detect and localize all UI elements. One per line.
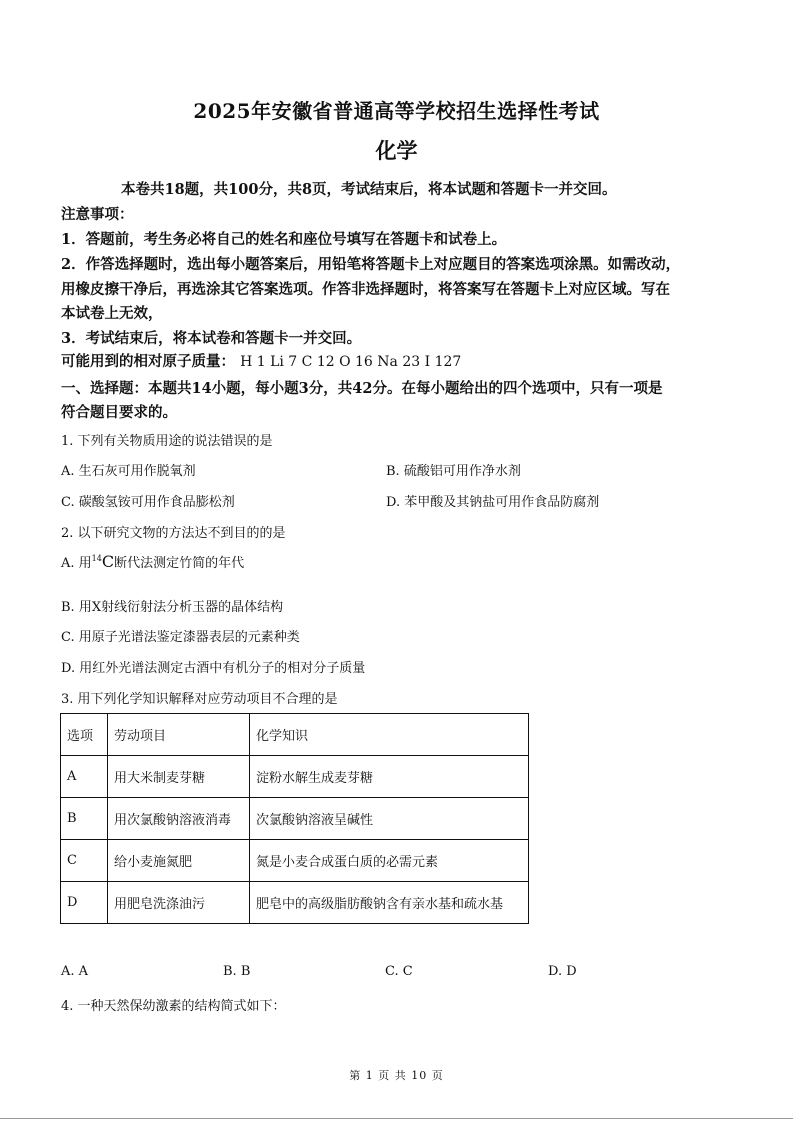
table-cell: 用大米制麦芽糖 xyxy=(108,756,250,798)
table-cell: 给小麦施氮肥 xyxy=(108,840,250,882)
note-item-2-line-1: 2．作答选择题时，选出每小题答案后，用铅笔将答题卡上对应题目的答案选项涂黑。如需改动， xyxy=(61,256,681,273)
intro-text: 本卷共18题，共100分，共8页，考试结束后，将本试题和答题卡一并交回。 xyxy=(121,181,617,198)
table-row xyxy=(61,756,529,798)
atomic-mass-label: 可能用到的相对原子质量： xyxy=(61,353,235,370)
table-cell: D xyxy=(61,882,108,924)
table-header-cell: 劳动项目 xyxy=(108,714,250,756)
table-header-cell: 化学知识 xyxy=(250,714,529,756)
question-2-stem: 2. 以下研究文物的方法达不到目的的是 xyxy=(61,526,286,541)
section-1-line-1: 一、选择题：本题共14小题，每小题3分，共42分。在每小题给出的四个选项中，只有一项是 xyxy=(61,380,663,397)
question-3-option-a: A. A xyxy=(61,964,89,979)
question-3-table xyxy=(60,713,529,924)
note-item-1: 1．答题前，考生务必将自己的姓名和座位号填写在答题卡和试卷上。 xyxy=(61,231,507,248)
table-row xyxy=(61,882,529,924)
table-cell: 用次氯酸钠溶液消毒 xyxy=(108,798,250,840)
question-1-option-a: A. 生石灰可用作脱氧剂 xyxy=(61,464,196,479)
question-1-option-b: B. 硫酸铝可用作净水剂 xyxy=(386,464,521,479)
table-cell: 淀粉水解生成麦芽糖 xyxy=(250,756,529,798)
question-3-option-b: B. B xyxy=(223,964,251,979)
isotope-mass-number: 14 xyxy=(91,554,102,563)
section-1-line-2: 符合题目要求的。 xyxy=(61,404,177,421)
question-2-option-b: B. 用X射线衍射法分析玉器的晶体结构 xyxy=(61,600,284,615)
table-cell: 用肥皂洗涤油污 xyxy=(108,882,250,924)
table-row xyxy=(61,840,529,882)
table-cell: B xyxy=(61,798,108,840)
subject-title: 化学 xyxy=(375,138,418,163)
question-1-option-d: D. 苯甲酸及其钠盐可用作食品防腐剂 xyxy=(386,495,600,510)
table-cell: 肥皂中的高级脂肪酸钠含有亲水基和疏水基 xyxy=(250,882,529,924)
isotope-element: C xyxy=(101,552,115,571)
note-item-2-line-3: 本试卷上无效， xyxy=(61,305,163,322)
table-cell: C xyxy=(61,840,108,882)
question-3-option-d: D. D xyxy=(548,964,577,979)
option-a-prefix: A. 用 xyxy=(61,556,92,571)
question-1-stem: 1. 下列有关物质用途的说法错误的是 xyxy=(61,434,273,449)
page-footer: 第 1 页 共 10 页 xyxy=(349,1069,444,1082)
note-item-3: 3．考试结束后，将本试卷和答题卡一并交回。 xyxy=(61,330,362,347)
atomic-mass-values: H 1 Li 7 C 12 O 16 Na 23 I 127 xyxy=(240,354,462,370)
table-header-row xyxy=(61,714,529,756)
question-4-stem: 4. 一种天然保幼激素的结构简式如下： xyxy=(61,999,286,1014)
table-cell: 次氯酸钠溶液呈碱性 xyxy=(250,798,529,840)
page-title: 2025年安徽省普通高等学校招生选择性考试 xyxy=(193,99,600,123)
notes-heading: 注意事项： xyxy=(61,206,134,223)
question-2-option-a xyxy=(61,552,244,571)
table-row xyxy=(61,798,529,840)
question-2-option-c: C. 用原子光谱法鉴定漆器表层的元素种类 xyxy=(61,630,300,645)
table-cell: A xyxy=(61,756,108,798)
option-a-suffix: 断代法测定竹简的年代 xyxy=(114,556,245,571)
question-3-stem: 3. 用下列化学知识解释对应劳动项目不合理的是 xyxy=(61,692,338,707)
table-header-cell: 选项 xyxy=(61,714,108,756)
table-cell: 氮是小麦合成蛋白质的必需元素 xyxy=(250,840,529,882)
question-2-option-d: D. 用红外光谱法测定古酒中有机分子的相对分子质量 xyxy=(61,661,366,676)
note-item-2-line-2: 用橡皮擦干净后，再选涂其它答案选项。作答非选择题时，将答案写在答题卡上对应区域。写在 xyxy=(61,281,670,298)
atomic-mass-line xyxy=(61,350,461,371)
question-1-option-c: C. 碳酸氢铵可用作食品膨松剂 xyxy=(61,495,235,510)
page-bottom-divider xyxy=(0,1118,793,1119)
question-3-option-c: C. C xyxy=(385,964,413,979)
